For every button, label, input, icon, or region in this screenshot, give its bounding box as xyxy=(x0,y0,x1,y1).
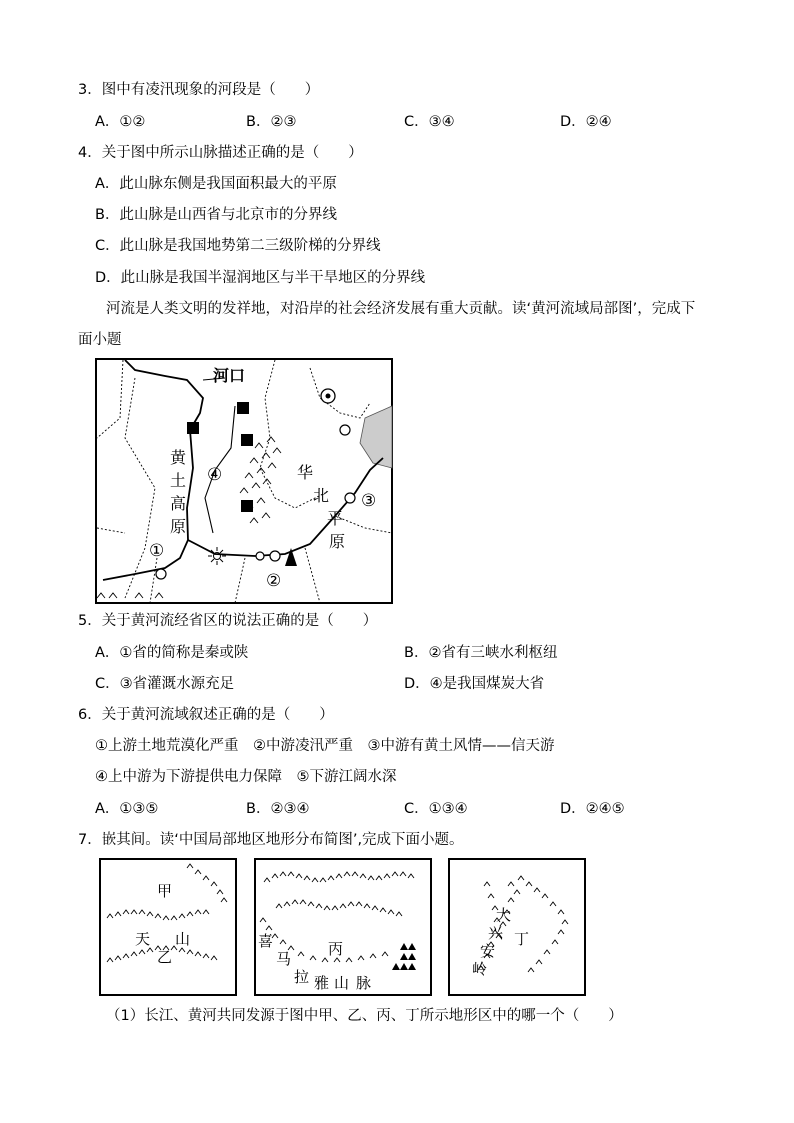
q3-option-d[interactable]: D．②④ xyxy=(560,114,612,130)
label-ding: 丁 xyxy=(514,930,530,948)
coal-symbol xyxy=(187,422,199,434)
label-jia: 甲 xyxy=(157,882,173,900)
label-yi: 乙 xyxy=(157,948,173,966)
q5-stem: 5．关于黄河流经省区的说法正确的是（ ） xyxy=(78,613,378,629)
q7-sub1: （1）长江、黄河共同发源于图中甲、乙、丙、丁所示地形区中的哪一个（ ） xyxy=(106,1008,623,1024)
label-xing: 兴 xyxy=(488,924,504,942)
q6-option-d[interactable]: D．②④⑤ xyxy=(560,801,625,817)
label-plain-1: 华 xyxy=(297,463,314,482)
label-plain-2: 北 xyxy=(313,486,330,505)
label-ya: 雅 xyxy=(314,974,330,992)
label-mai: 脉 xyxy=(356,974,372,992)
label-xi: 喜 xyxy=(258,932,274,950)
marker-1: ① xyxy=(149,541,165,561)
coal-symbol xyxy=(241,500,253,512)
label-plain-3: 平 xyxy=(327,509,344,528)
q4-option-a[interactable]: A．此山脉东侧是我国面积最大的平原 xyxy=(95,176,337,192)
q5-option-b[interactable]: B．②省有三峡水利枢纽 xyxy=(404,645,558,661)
q6-stem: 6．关于黄河流域叙述正确的是（ ） xyxy=(78,707,334,723)
q4-option-c[interactable]: C．此山脉是我国地势第二三级阶梯的分界线 xyxy=(95,238,381,254)
q5-option-d[interactable]: D．④是我国煤炭大省 xyxy=(404,676,545,692)
q3-option-a[interactable]: A．①② xyxy=(95,114,146,130)
label-loess-3: 高 xyxy=(170,494,187,513)
q6-option-c[interactable]: C．①③④ xyxy=(404,801,468,817)
yellow-river-map xyxy=(95,358,393,604)
label-ling: 岭 xyxy=(472,960,488,978)
label-da: 大 xyxy=(496,906,512,924)
label-loess-4: 原 xyxy=(170,517,187,536)
label-ma: 马 xyxy=(276,950,292,968)
coal-symbol xyxy=(241,434,253,446)
q4-option-d[interactable]: D．此山脉是我国半湿润地区与半干旱地区的分界线 xyxy=(95,270,426,286)
q7-stem: 7．嵌其间。读‘中国局部地区地形分布简图’,完成下面小题。 xyxy=(78,832,464,848)
q3-stem: 3．图中有凌汛现象的河段是（ ） xyxy=(78,82,320,98)
terrain-panel-2 xyxy=(254,858,432,996)
terrain-panel-1 xyxy=(99,858,237,996)
q5-option-a[interactable]: A．①省的简称是秦或陕 xyxy=(95,645,249,661)
q3-option-b[interactable]: B．②③ xyxy=(246,114,297,130)
intro-line-1: 河流是人类文明的发祥地，对沿岸的社会经济发展有重大贡献。读‘黄河流域局部图’，完成下 xyxy=(106,301,696,317)
label-la: 拉 xyxy=(294,968,310,986)
q3-option-c[interactable]: C．③④ xyxy=(404,114,455,130)
q6-option-b[interactable]: B．②③④ xyxy=(246,801,310,817)
label-loess-2: 土 xyxy=(170,471,187,490)
label-bing: 丙 xyxy=(328,940,344,958)
terrain-panel-3 xyxy=(448,858,586,996)
marker-4: ④ xyxy=(207,465,223,485)
q5-option-c[interactable]: C．③省灌溉水源充足 xyxy=(95,676,235,692)
marker-3: ③ xyxy=(361,491,377,511)
label-an: 安 xyxy=(480,942,496,960)
label-tian: 天 xyxy=(135,930,151,948)
label-shan2: 山 xyxy=(334,974,350,992)
q6-statements-2: ④上中游为下游提供电力保障 ⑤下游江阔水深 xyxy=(95,769,397,785)
label-loess-1: 黄 xyxy=(170,448,187,467)
q4-stem: 4．关于图中所示山脉描述正确的是（ ） xyxy=(78,145,363,161)
q6-statements-1: ①上游土地荒漠化严重 ②中游凌汛严重 ③中游有黄土风情——信天游 xyxy=(95,738,555,754)
label-plain-4: 原 xyxy=(329,532,346,551)
label-shan: 山 xyxy=(175,930,191,948)
q4-option-b[interactable]: B．此山脉是山西省与北京市的分界线 xyxy=(95,207,337,223)
q6-option-a[interactable]: A．①③⑤ xyxy=(95,801,159,817)
label-hekou: 河口 xyxy=(213,366,246,385)
marker-2: ② xyxy=(266,571,282,591)
coal-symbol xyxy=(237,402,249,414)
intro-line-2: 面小题 xyxy=(78,332,122,348)
